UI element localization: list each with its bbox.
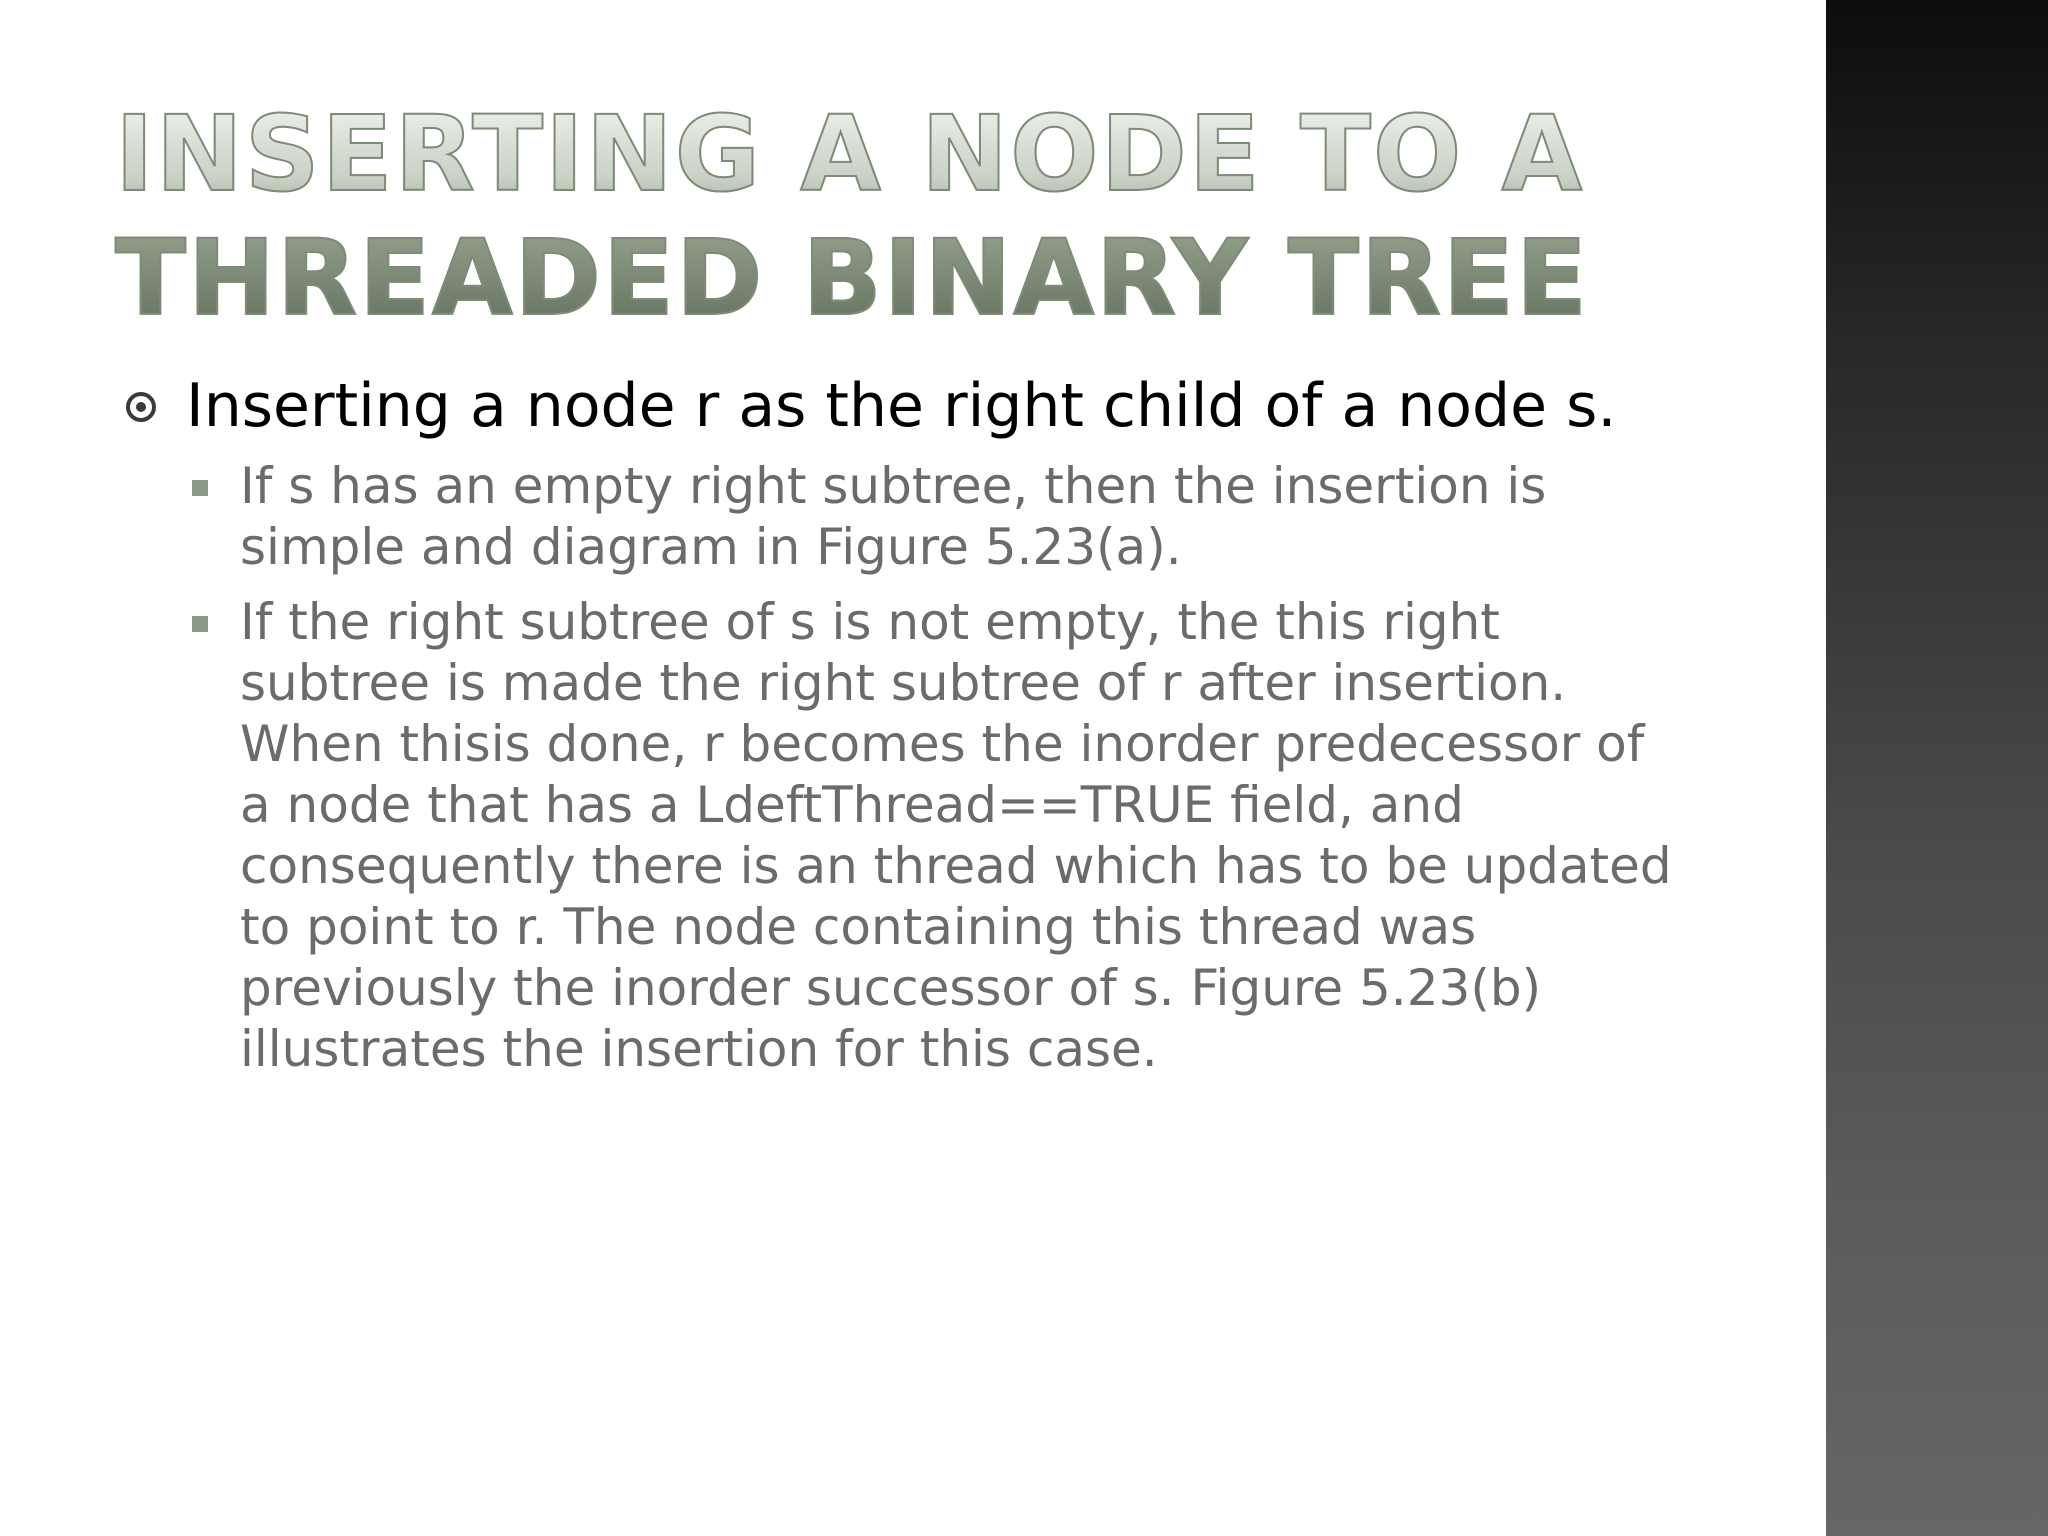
sub-bullet-line: a node that has a LdeftThread==TRUE field, and [240,776,1464,834]
sub-bullet-line: simple and diagram in Figure 5.23(a). [240,518,1182,576]
square-bullet-icon [192,480,208,496]
sub-bullet-list [126,456,1716,1080]
sub-bullet-item [126,456,1716,578]
sub-bullet-line: If s has an empty right subtree, then the insertion is [240,457,1547,515]
sub-bullet-line: If the right subtree of s is not empty, the this right [240,593,1500,651]
sub-bullet-line: consequently there is an thread which has to be updated [240,837,1672,895]
sub-bullet-line: subtree is made the right subtree of r after insertion. [240,654,1567,712]
square-bullet-icon [192,616,208,632]
sub-bullet-line: illustrates the insertion for this case. [240,1020,1158,1078]
sub-bullet-line: previously the inorder successor of s. Figure 5.23(b) [240,959,1542,1017]
main-bullet [126,370,1716,442]
slide-content [126,370,1716,1094]
sub-bullet-line: When thisis done, r becomes the inorder predecessor of [240,715,1645,773]
title-line: INSERTING A NODE TO A [115,93,1585,215]
side-decoration-bar [1826,0,2048,1536]
title-line: THREADED BINARY TREE [115,217,1590,339]
main-bullet-text: Inserting a node r as the right child of a node s. [186,371,1617,441]
circle-bullet-icon [126,392,156,422]
sub-bullet-line: to point to r. The node containing this thread was [240,898,1477,956]
slide-title [115,92,1715,340]
sub-bullet-item [126,592,1716,1080]
